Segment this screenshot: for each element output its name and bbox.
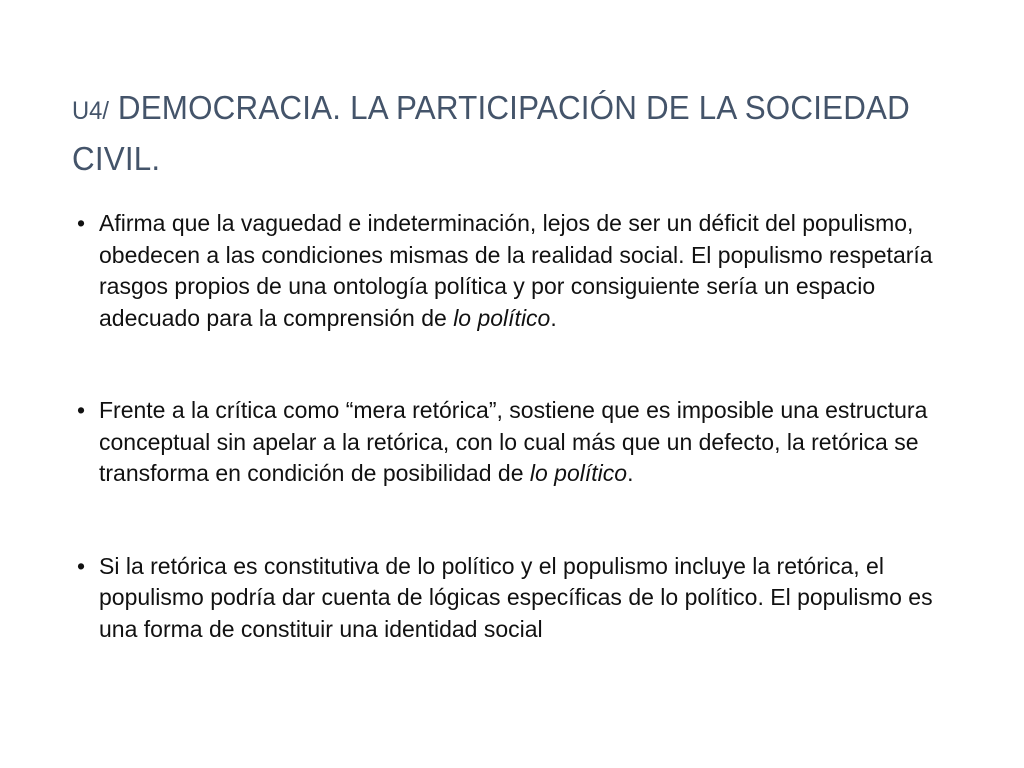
bullet-punctuation: . xyxy=(550,304,557,331)
title-prefix: U4/ xyxy=(72,97,109,125)
bullet-item xyxy=(75,395,975,490)
bullet-item xyxy=(75,208,975,334)
bullet-text: Si la retórica es constitutiva de lo político y el populismo incluye la retórica, el populismo podría dar cuenta de lógicas específicas de lo político. El populismo es una forma de constituir una identidad social xyxy=(99,552,933,642)
slide-title xyxy=(72,84,927,183)
bullet-item xyxy=(75,551,975,646)
title-main: DEMOCRACIA. LA PARTICIPACIÓN DE LA SOCIEDAD xyxy=(117,89,910,126)
title-continuation: CIVIL. xyxy=(72,140,161,177)
bullet-marker: • xyxy=(77,210,86,236)
bullet-punctuation: . xyxy=(627,460,634,486)
bullet-text: Afirma que la vaguedad e indeterminación, lejos de ser un déficit del populismo, obedecen a las condiciones mismas de la realidad social. El populismo respetaría rasgos propios de una ontología política y por consiguiente sería un espacio adecuado para la comprensión de xyxy=(99,210,933,331)
bullet-emphasis: lo político xyxy=(453,304,551,331)
bullet-marker: • xyxy=(77,397,86,423)
bullet-list xyxy=(75,208,975,645)
bullet-text: Frente a la crítica como “mera retórica”, sostiene que es imposible una estructura conceptual sin apelar a la retórica, con lo cual más que un defecto, la retórica se transforma en condición de posibilidad de xyxy=(99,397,928,486)
bullet-marker: • xyxy=(77,552,86,579)
bullet-emphasis: lo político xyxy=(529,460,628,486)
